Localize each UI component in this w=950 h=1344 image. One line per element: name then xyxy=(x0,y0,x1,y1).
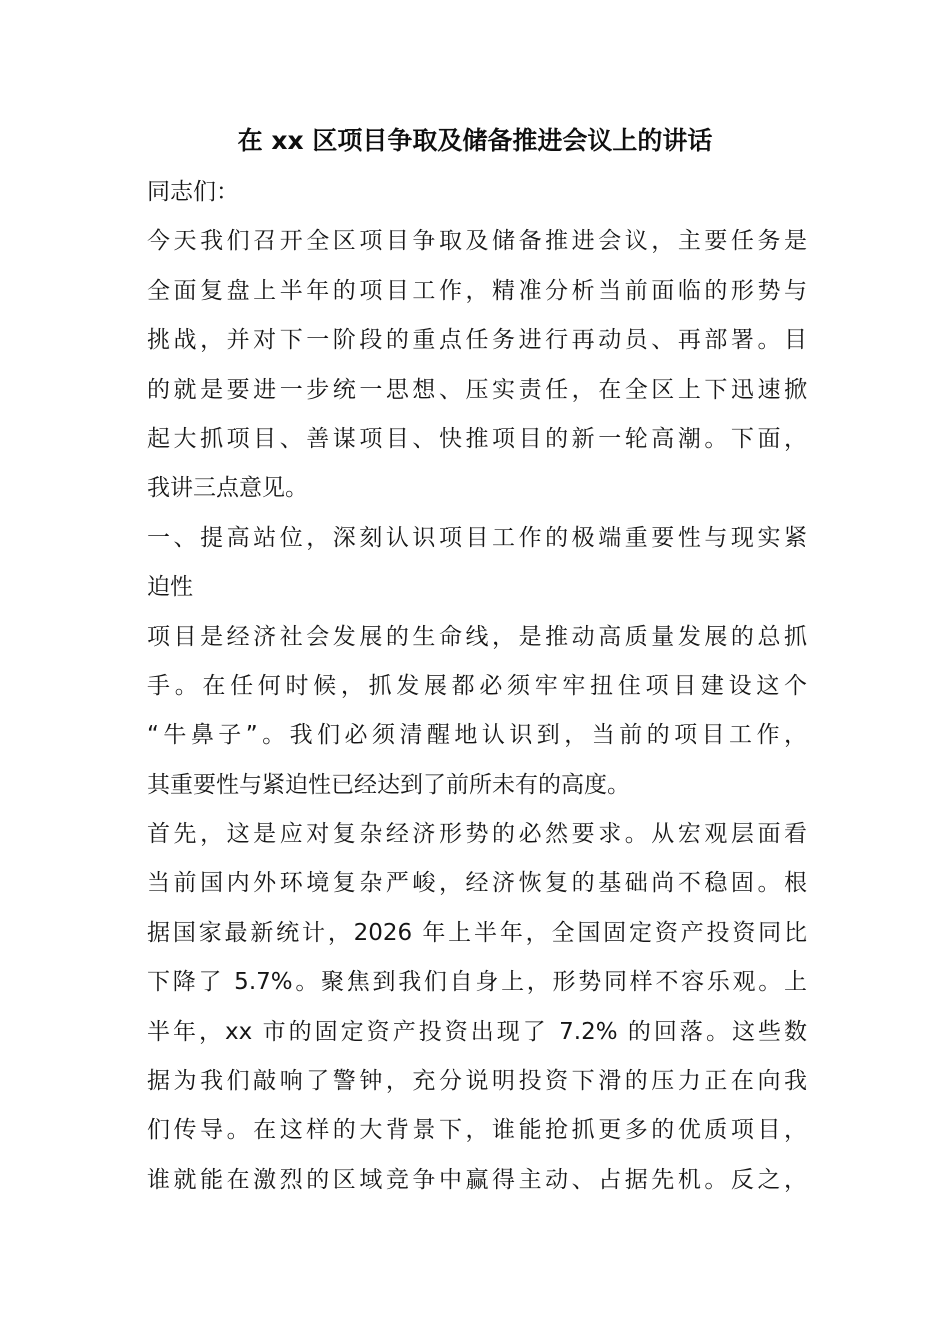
body-line: “牛鼻子”。我们必须清醒地认识到，当前的项目工作， xyxy=(147,722,807,749)
document-title: 在 xx 区项目争取及储备推进会议上的讲话 xyxy=(237,126,713,155)
body-line: 项目是经济社会发展的生命线，是推动高质量发展的总抓 xyxy=(147,623,807,650)
body-line: 手。在任何时候，抓发展都必须牢牢扭住项目建设这个 xyxy=(147,672,807,699)
body-line: 据国家最新统计，2026 年上半年，全国固定资产投资同比 xyxy=(147,919,807,946)
body-line: 据为我们敲响了警钟，充分说明投资下滑的压力正在向我 xyxy=(147,1068,807,1095)
body-line: 下降了 5.7%。聚焦到我们自身上，形势同样不容乐观。上 xyxy=(147,969,807,996)
body-line: 我讲三点意见。 xyxy=(147,475,308,502)
body-line: 们传导。在这样的大背景下，谁能抢抓更多的优质项目， xyxy=(147,1117,807,1144)
body-line: 今天我们召开全区项目争取及储备推进会议，主要任务是 xyxy=(147,228,807,255)
body-line: 当前国内外环境复杂严峻，经济恢复的基础尚不稳固。根 xyxy=(147,870,807,897)
body-line: 起大抓项目、善谋项目、快推项目的新一轮高潮。下面， xyxy=(147,425,807,452)
body-line: 同志们： xyxy=(147,179,239,205)
body-line: 一、提高站位，深刻认识项目工作的极端重要性与现实紧 xyxy=(147,524,807,551)
body-line: 首先，这是应对复杂经济形势的必然要求。从宏观层面看 xyxy=(147,821,807,848)
body-line: 的就是要进一步统一思想、压实责任，在全区上下迅速掀 xyxy=(147,376,807,403)
body-line: 挑战，并对下一阶段的重点任务进行再动员、再部署。目 xyxy=(147,327,807,354)
body-line: 全面复盘上半年的项目工作，精准分析当前面临的形势与 xyxy=(147,277,807,304)
body-line: 其重要性与紧迫性已经达到了前所未有的高度。 xyxy=(147,771,630,798)
body-line: 半年，xx 市的固定资产投资出现了 7.2% 的回落。这些数 xyxy=(147,1018,807,1045)
document-body xyxy=(147,168,807,1205)
body-line: 迫性 xyxy=(147,574,193,601)
body-line: 谁就能在激烈的区域竞争中赢得主动、占据先机。反之， xyxy=(147,1166,807,1193)
